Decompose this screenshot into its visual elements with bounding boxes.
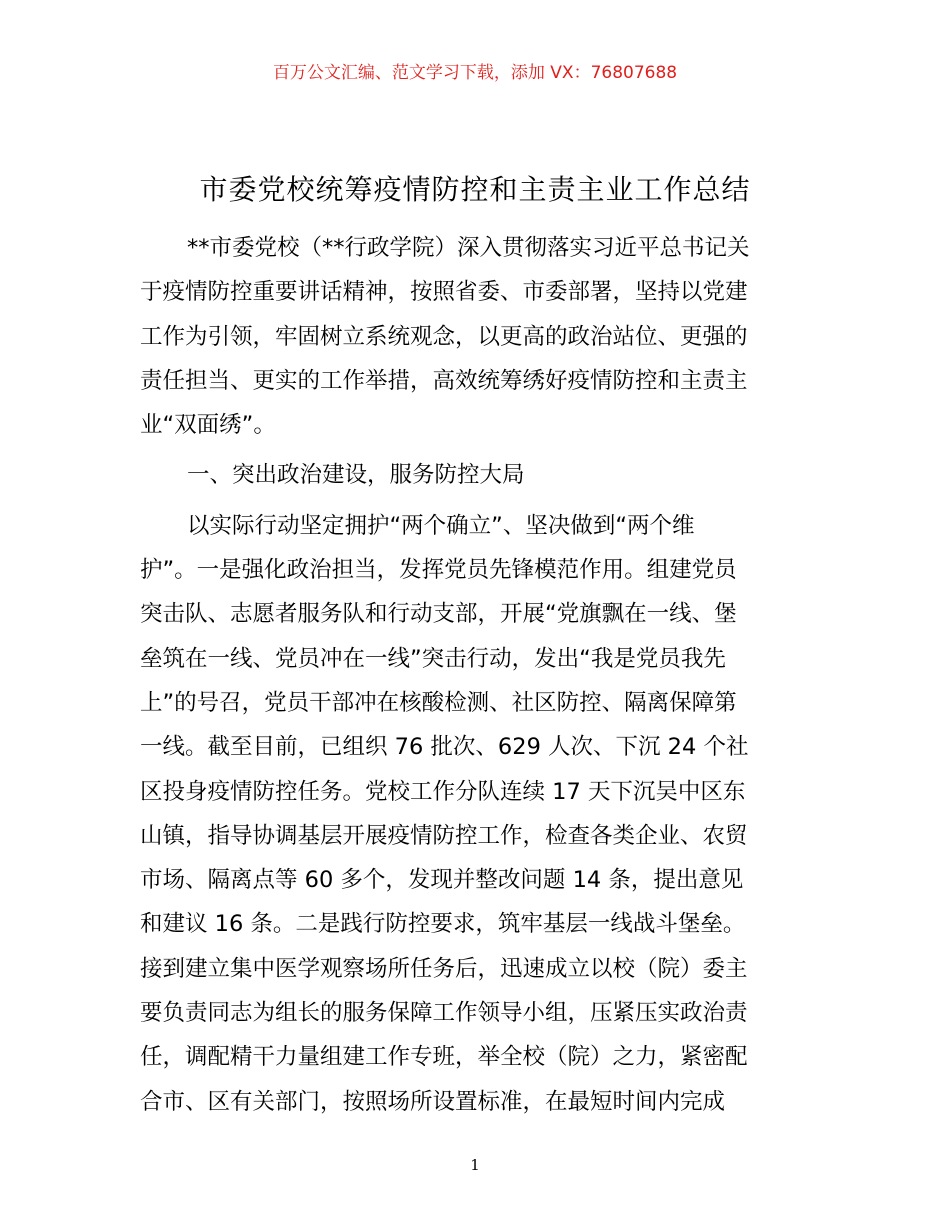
paragraph-line: 山镇，指导协调基层开展疫情防控工作，检查各类企业、农贸 (140, 822, 748, 849)
paragraph-line: 合市、区有关部门，按照场所设置标准，在最短时间内完成 (140, 1088, 726, 1115)
header-note: 百万公文汇编、范文学习下载，添加 VX：76807688 (272, 63, 678, 83)
document-body (140, 226, 812, 1124)
paragraph-line: 和建议 16 条。二是践行防控要求，筑牢基层一线战斗堡垒。 (140, 911, 746, 938)
paragraph-line: 垒筑在一线、党员冲在一线”突击行动，发出“我是党员我先 (140, 645, 726, 672)
section-heading-block (140, 453, 812, 497)
paragraph-line: 业“双面绣”。 (140, 412, 276, 439)
section-paragraph (140, 504, 812, 1124)
paragraph-line: 上”的号召，党员干部冲在核酸检测、社区防控、隔离保障第 (140, 689, 737, 716)
section-heading: 一、突出政治建设，服务防控大局 (187, 462, 525, 489)
paragraph-line: 于疫情防控重要讲话精神，按照省委、市委部署，坚持以党建 (140, 279, 748, 306)
paragraph-line: 以实际行动坚定拥护“两个确立”、坚决做到“两个维 (187, 512, 695, 539)
paragraph-line: 突击队、志愿者服务队和行动支部，开展“党旗飘在一线、堡 (140, 601, 737, 628)
paragraph-line: 市场、隔离点等 60 多个，发现并整改问题 14 条，提出意见 (140, 867, 744, 894)
paragraph-line: 要负责同志为组长的服务保障工作领导小组，压紧压实政治责 (140, 1000, 748, 1027)
intro-paragraph (140, 226, 812, 447)
paragraph-line: 一线。截至目前，已组织 76 批次、629 人次、下沉 24 个社 (140, 734, 749, 761)
paragraph-line: 任，调配精干力量组建工作专班，举全校（院）之力，紧密配 (140, 1044, 748, 1071)
paragraph-line: **市委党校（**行政学院）深入贯彻落实习近平总书记关 (187, 235, 750, 261)
page-number: 1 (470, 1156, 480, 1174)
paragraph-line: 区投身疫情防控任务。党校工作分队连续 17 天下沉吴中区东 (140, 778, 746, 805)
paragraph-line: 护”。一是强化政治担当，发挥党员先锋模范作用。组建党员 (140, 557, 737, 584)
document-title: 市委党校统筹疫情防控和主责主业工作总结 (199, 173, 751, 206)
paragraph-line: 责任担当、更实的工作举措，高效统筹绣好疫情防控和主责主 (140, 367, 748, 394)
paragraph-line: 接到建立集中医学观察场所任务后，迅速成立以校（院）委主 (140, 955, 748, 982)
paragraph-line: 工作为引领，牢固树立系统观念，以更高的政治站位、更强的 (140, 323, 748, 350)
